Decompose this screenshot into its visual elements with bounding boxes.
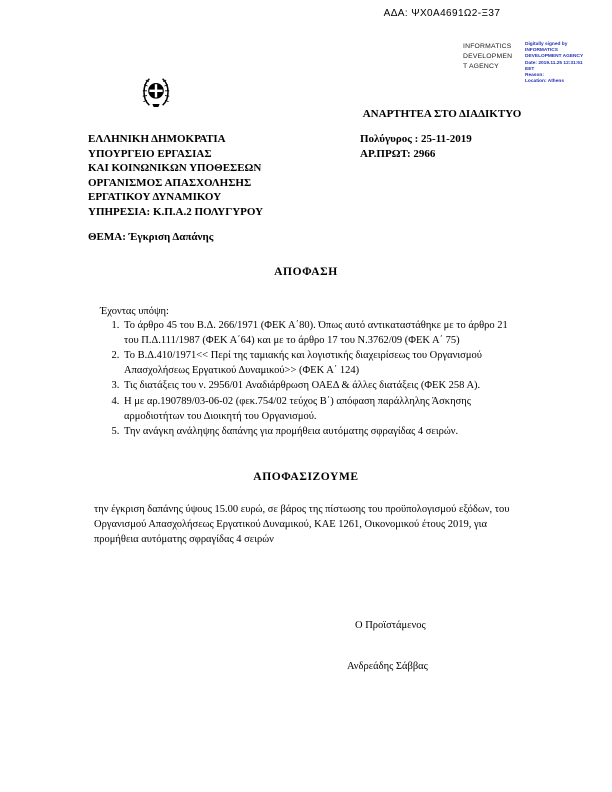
consideration-item: 2. Το Β.Δ.410/1971<< Περί της ταμιακής και λογιστικής διαχειρίσεως του Οργανισμού Απασχολήσεως Εργατικού Δυναμικού>> (ΦΕΚ Α΄ 124) xyxy=(122,349,520,378)
consideration-item: 4. Η με αρ.190789/03-06-02 (φεκ.754/02 τεύχος Β΄) απόφαση παράλληλης Άσκησης αρμοδιοτήτων του Διοικητή του Οργανισμού. xyxy=(122,395,520,424)
authority-line: ΚΑΙ ΚΟΙΝΩΝΙΚΩΝ ΥΠΟΘΕΣΕΩΝ xyxy=(88,162,262,175)
authority-line: ΥΠΗΡΕΣΙΑ: Κ.Π.Α.2 ΠΟΛΥΓΥΡΟΥ xyxy=(88,205,264,218)
stamp-digital-line: DEVELOPMENT AGENCY xyxy=(525,54,584,60)
stamp-digital-line: Location: Athens xyxy=(525,79,564,85)
signatory-role: Ο Προϊστάμενος xyxy=(355,620,426,631)
stamp-agency-line: T AGENCY xyxy=(463,62,499,70)
greek-republic-emblem-icon xyxy=(137,74,175,110)
issuing-authority-block xyxy=(88,132,263,220)
consideration-item: 5. Την ανάγκη ανάληψης δαπάνης για προμήθεια αυτόματης σφραγίδας 4 σειρών. xyxy=(122,425,520,440)
authority-line: ΟΡΓΑΝΙΣΜΟΣ ΑΠΑΣΧΟΛΗΣΗΣ xyxy=(88,176,252,189)
stamp-digital-line: Digitally signed by xyxy=(525,42,568,47)
stamp-digital-line: INFORMATICS xyxy=(525,48,558,54)
protocol-number: ΑΡ.ΠΡΩΤ: 2966 xyxy=(360,147,436,160)
internet-posting-label: ΑΝΑΡΤΗΤΕΑ ΣΤΟ ΔΙΑΔΙΚΤΥΟ xyxy=(362,108,522,120)
consideration-item: 1. Το άρθρο 45 του Β.Δ. 266/1971 (ΦΕΚ Α΄80). Όπως αυτό αντικαταστάθηκε με το άρθρο 21 του Π.Δ.111/1987 (ΦΕΚ Α΄64) και με το άρθρο 17 του Ν.3762/09 (ΦΕΚ Α΄ 75) xyxy=(122,319,520,348)
authority-line: ΥΠΟΥΡΓΕΙΟ ΕΡΓΑΣΙΑΣ xyxy=(88,147,212,160)
authority-line: ΕΡΓΑΤΙΚΟΥ ΔΥΝΑΜΙΚΟΥ xyxy=(88,191,222,204)
stamp-agency-name xyxy=(463,42,521,72)
ada-code: ΑΔΑ: ΨΧ0Α4691Ω2-Ξ37 xyxy=(383,8,501,19)
decision-title: ΑΠΟΦΑΣΗ xyxy=(274,266,338,278)
decide-title: ΑΠΟΦΑΣΙΖΟΥΜΕ xyxy=(253,471,359,483)
stamp-digital-line: Reason: xyxy=(525,73,544,79)
document-meta-block xyxy=(360,132,472,161)
signatory-name: Ανδρεάδης Σάββας xyxy=(347,661,428,672)
consideration-item: 3. Τις διατάξεις του ν. 2956/01 Αναδιάρθρωση ΟΑΕΔ & άλλες διατάξεις (ΦΕΚ 258 Α). xyxy=(122,379,520,394)
digital-signature-stamp xyxy=(463,42,587,86)
decision-paragraph: την έγκριση δαπάνης ύψους 15.00 ευρώ, σε βάρος της πίστωσης του προϋπολογισμού εξόδων, του Οργανισμού Απασχολήσεως Εργατικού Δυναμικού, ΚΑΕ 1261, Οικονομικού έτους 2019, για προμήθεια αυτόματης σφραγίδας 4 σειρών xyxy=(94,504,510,546)
having-regard-label: Έχοντας υπόψη: xyxy=(100,306,169,317)
authority-line: ΕΛΛΗΝΙΚΗ ΔΗΜΟΚΡΑΤΙΑ xyxy=(88,133,226,145)
stamp-digital-line: EET xyxy=(525,66,535,72)
subject-line: ΘΕΜΑ: Έγκριση Δαπάνης xyxy=(88,231,214,243)
place-and-date: Πολύγυρος : 25-11-2019 xyxy=(360,133,472,145)
stamp-agency-line: DEVELOPMEN xyxy=(463,52,513,60)
stamp-digital-signature-text xyxy=(525,42,587,86)
stamp-digital-line: Date: 2019.11.25 12:31:51 xyxy=(525,60,583,66)
considerations-list xyxy=(98,319,520,441)
stamp-agency-line: INFORMATICS xyxy=(463,43,512,50)
